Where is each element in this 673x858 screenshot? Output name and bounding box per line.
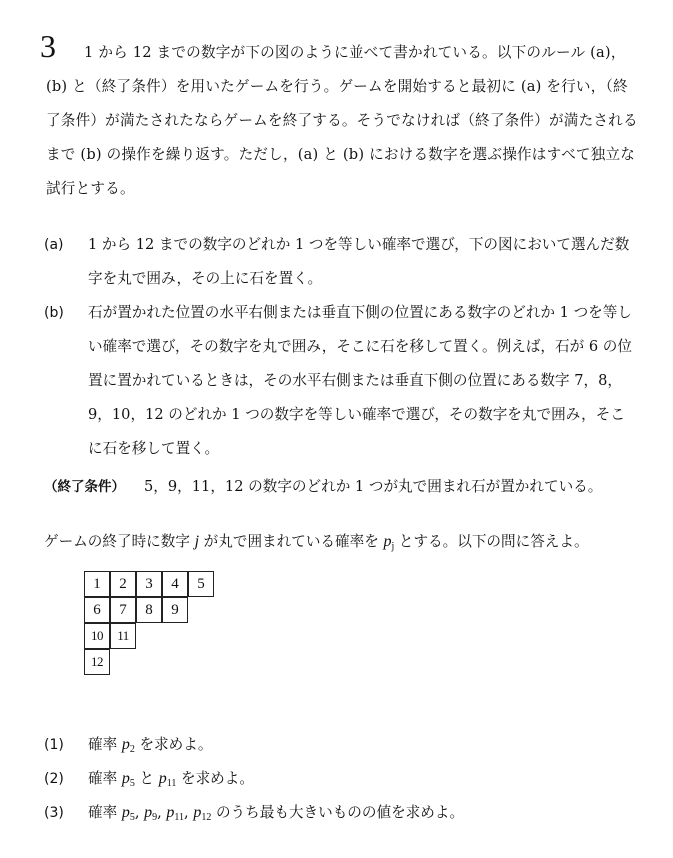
grid-cell-5: 5 [188,571,214,597]
question-1-label: (1) [44,737,64,753]
termination-condition [44,470,638,504]
grid-cell-6: 6 [84,597,110,623]
question-2-label: (2) [44,771,64,787]
termination-label: （終了条件） [44,479,125,495]
var-j: j [194,533,200,550]
var-p-11: $p_{11}$ [158,770,177,789]
grid-cell-11: 11 [110,623,136,649]
grid-cell-7: 7 [110,597,136,623]
grid-cell-1: 1 [84,571,110,597]
var-p-11: $p_{11}$ [166,804,185,823]
var-p-2: $p_2$ [121,736,135,755]
rule-b-label: (b) [44,305,64,321]
question-1 [44,730,638,765]
var-p-5: $p_5$ [121,804,135,823]
rule-a [44,228,638,296]
question-3 [44,798,638,833]
problem-number: 3 [40,28,56,64]
grid-cell-3: 3 [136,571,162,597]
problem-intro: 1 から 12 までの数字が下の図のように並べて書かれている。以下のルール (a)，(b) と（終了条件）を用いたゲームを行う。ゲームを開始すると最初に (a) を行い，（終了条件）が満たされたならゲームを終了する。そうでなければ（終了条件）が満たされるまで (b) の操作を繰り返す。ただし，(a) と (b) における数字を選ぶ操作はすべて独立な試行とする。 [46,44,638,197]
grid-cell-2: 2 [110,571,136,597]
question-2 [44,764,638,799]
var-p-5: $p_5$ [121,770,135,789]
grid-cell-12: 12 [84,649,110,675]
rule-a-label: (a) [44,237,64,253]
grid-cell-4: 4 [162,571,188,597]
rule-b [44,296,638,466]
var-p-j: $p_j$ [383,533,395,552]
question-intro-middle: が丸で囲まれている確率を [199,533,384,550]
termination-text: 5，9，11，12 の数字のどれか 1 つが丸で囲まれ石が置かれている。 [144,478,603,495]
question-intro [44,527,638,562]
question-2-text: 確率 $p_5$ と $p_{11}$ を求めよ。 [88,770,254,789]
question-intro-before: ゲームの終了時に数字 [44,533,195,550]
rule-b-text: 石が置かれた位置の水平右側または垂直下側の位置にある数字のどれか 1 つを等しい確率で選び，その数字を丸で囲み，そこに石を移して置く。例えば，石が 6 の位置に置かれているときは，その水平右側または垂直下側の位置にある数字 7，8，9，10，12 のどれか 1 つの数字を等しい確率で選び，その数字を丸で囲み，そこに石を移して置く。 [88,304,632,457]
grid-cell-8: 8 [136,597,162,623]
var-p-9: $p_9$ [144,804,158,823]
grid-cell-10: 10 [84,623,110,649]
question-intro-after: とする。以下の問に答えよ。 [394,533,589,550]
var-p-12: $p_{12}$ [193,804,212,823]
grid-cell-9: 9 [162,597,188,623]
rule-a-text: 1 から 12 までの数字のどれか 1 つを等しい確率で選び，下の図において選んだ数字を丸で囲み，その上に石を置く。 [88,236,630,287]
question-3-text: 確率 $p_5$, $p_9$, $p_{11}$, $p_{12}$ のうち最も大きいものの値を求めよ。 [88,804,465,823]
question-1-text: 確率 $p_2$ を求めよ。 [88,736,213,755]
question-3-label: (3) [44,805,64,821]
